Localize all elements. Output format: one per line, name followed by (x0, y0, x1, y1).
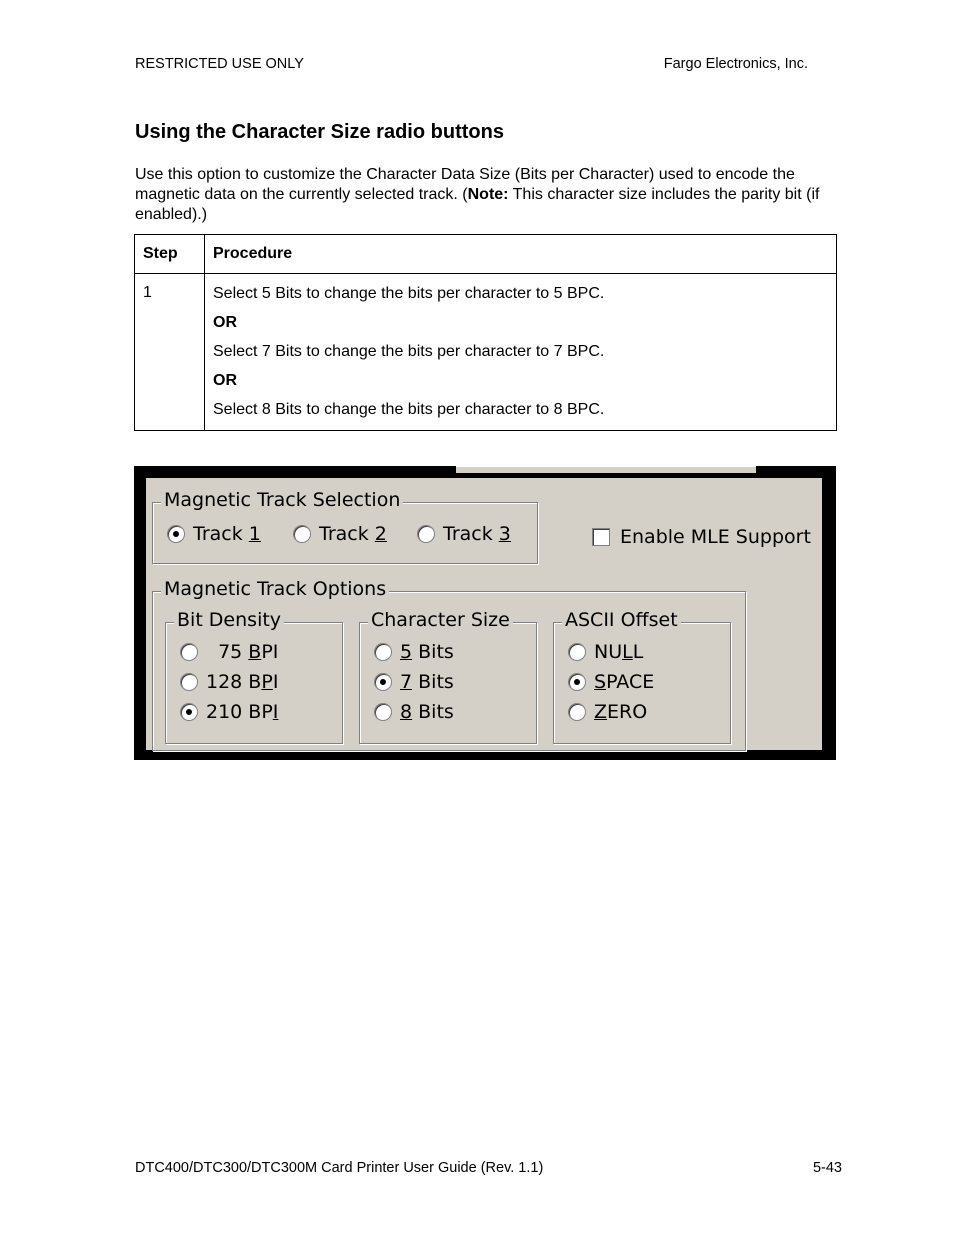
procedure-line: Select 7 Bits to change the bits per character to 7 BPC. (213, 343, 605, 360)
character-size-legend: Character Size (368, 609, 513, 631)
bit-density-legend: Bit Density (174, 609, 284, 631)
character-size-group (359, 609, 537, 744)
track-options-group (152, 578, 746, 751)
radio-button-icon[interactable] (180, 703, 198, 721)
radio-null[interactable] (568, 641, 643, 663)
radio-button-icon[interactable] (417, 525, 435, 543)
radio-label: 75 BPI (206, 641, 279, 663)
radio-button-icon[interactable] (374, 673, 392, 691)
table-header-row (135, 235, 837, 274)
bit-density-group (165, 609, 343, 744)
checkbox-icon[interactable] (592, 528, 610, 546)
radio-8-bits[interactable] (374, 701, 454, 723)
footer-left: DTC400/DTC300/DTC300M Card Printer User Guide (Rev. 1.1) (135, 1160, 544, 1176)
radio-75-bpi[interactable] (180, 641, 278, 663)
radio-button-icon[interactable] (180, 673, 198, 691)
procedure-cell (205, 274, 837, 431)
radio-label: ZERO (594, 701, 648, 723)
dialog-panel (146, 478, 822, 750)
ascii-offset-group (553, 609, 731, 744)
radio-label: 7 Bits (400, 671, 454, 693)
mle-support-checkbox[interactable] (592, 526, 811, 548)
radio-label: NULL (594, 641, 644, 663)
radio-label: 210 BPI (206, 701, 279, 723)
footer-page-number: 5-43 (812, 1160, 842, 1176)
header-right: Fargo Electronics, Inc. (663, 56, 808, 72)
dialog-screenshot (134, 466, 836, 760)
mle-support-label: Enable MLE Support (620, 526, 811, 548)
radio-210-bpi[interactable] (180, 701, 278, 723)
section-title: Using the Character Size radio buttons (135, 121, 504, 143)
step-number: 1 (135, 274, 205, 431)
radio-button-icon[interactable] (568, 673, 586, 691)
track-selection-group (152, 489, 538, 564)
radio-button-icon[interactable] (568, 643, 586, 661)
radio-track-3[interactable] (417, 523, 511, 545)
track-options-legend: Magnetic Track Options (161, 578, 389, 600)
radio-button-icon[interactable] (374, 643, 392, 661)
procedure-line: Select 8 Bits to change the bits per character to 8 BPC. (213, 401, 605, 418)
procedure-or: OR (213, 372, 237, 389)
radio-space[interactable] (568, 671, 654, 693)
radio-button-icon[interactable] (180, 643, 198, 661)
radio-label: Track 3 (443, 523, 511, 545)
radio-label: 8 Bits (400, 701, 454, 723)
radio-label: 5 Bits (400, 641, 454, 663)
radio-track-2[interactable] (293, 523, 387, 545)
radio-button-icon[interactable] (167, 525, 185, 543)
radio-128-bpi[interactable] (180, 671, 278, 693)
radio-zero[interactable] (568, 701, 647, 723)
ascii-offset-legend: ASCII Offset (562, 609, 681, 631)
tab-strip-edge (456, 466, 756, 473)
intro-text-before: Use this option to customize the Character Data Size (Bits per Character) used to encode the magnetic data on the currently selected track. ( (135, 166, 795, 203)
procedure-line: Select 5 Bits to change the bits per character to 5 BPC. (213, 285, 605, 302)
radio-label: Track 2 (319, 523, 387, 545)
radio-label: Track 1 (193, 523, 261, 545)
procedure-table (134, 234, 837, 431)
table-row (135, 274, 837, 431)
radio-button-icon[interactable] (374, 703, 392, 721)
radio-button-icon[interactable] (568, 703, 586, 721)
radio-7-bits[interactable] (374, 671, 454, 693)
header-left: RESTRICTED USE ONLY (135, 56, 304, 72)
radio-track-1[interactable] (167, 523, 261, 545)
track-selection-legend: Magnetic Track Selection (161, 489, 403, 511)
radio-5-bits[interactable] (374, 641, 454, 663)
radio-button-icon[interactable] (293, 525, 311, 543)
table-header-procedure: Procedure (205, 235, 837, 274)
note-label: Note: (467, 186, 509, 203)
procedure-or: OR (213, 314, 237, 331)
intro-paragraph (135, 165, 825, 225)
table-header-step: Step (135, 235, 205, 274)
radio-label: SPACE (594, 671, 655, 693)
radio-label: 128 BPI (206, 671, 279, 693)
intro-text-after: This character size includes the parity bit (if enabled).) (135, 186, 820, 223)
